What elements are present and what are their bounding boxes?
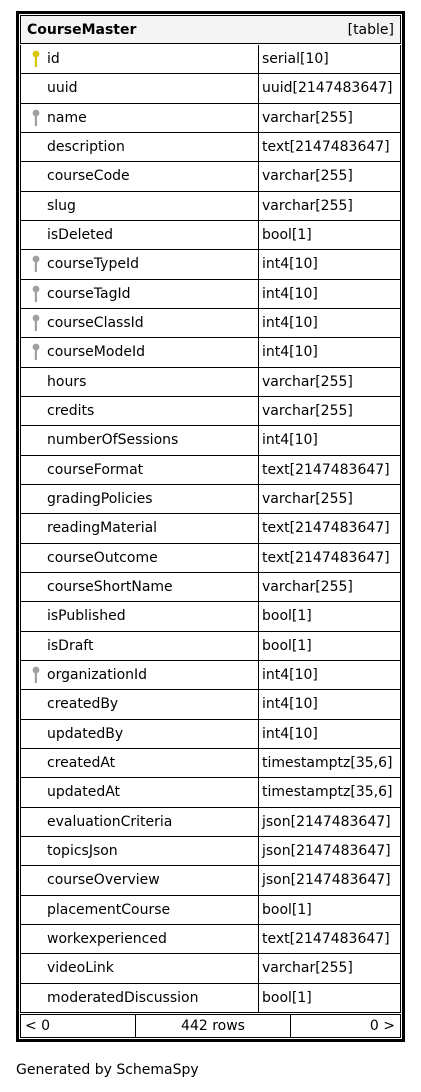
column-name: moderatedDiscussion	[47, 989, 199, 1006]
column-name: isDraft	[47, 637, 94, 654]
column-name: id	[47, 51, 60, 68]
column-name: description	[47, 139, 125, 156]
column-name: name	[47, 109, 87, 126]
column-type: json[2147483647]	[262, 813, 391, 830]
column-row	[20, 837, 401, 866]
column-row	[20, 250, 401, 279]
column-type: varchar[255]	[262, 579, 353, 596]
row-count: 442 rows	[136, 1015, 291, 1037]
table-name: CourseMaster	[27, 21, 137, 38]
column-type: json[2147483647]	[262, 872, 391, 889]
column-name-cell	[21, 250, 259, 278]
column-name-cell	[21, 808, 259, 836]
column-type: bool[1]	[262, 608, 312, 625]
column-row	[20, 602, 401, 631]
column-name-cell	[21, 397, 259, 425]
column-name-cell	[21, 309, 259, 337]
column-name: courseShortName	[47, 579, 173, 596]
column-name-cell	[21, 661, 259, 689]
primary-key-icon	[31, 50, 41, 68]
column-type: int4[10]	[262, 285, 318, 302]
column-name: updatedAt	[47, 784, 121, 801]
column-name-cell	[21, 162, 259, 190]
table-kind: [table]	[347, 21, 394, 38]
column-row	[20, 45, 401, 74]
column-name: organizationId	[47, 667, 148, 684]
column-type: json[2147483647]	[262, 843, 391, 860]
index-key-icon	[31, 109, 41, 127]
column-row	[20, 338, 401, 367]
generated-by-label: Generated by SchemaSpy	[16, 1062, 199, 1078]
column-row	[20, 192, 401, 221]
column-row	[20, 984, 401, 1013]
column-type: int4[10]	[262, 315, 318, 332]
column-row	[20, 309, 401, 338]
column-type: varchar[255]	[262, 197, 353, 214]
column-row	[20, 954, 401, 983]
column-name-cell	[21, 514, 259, 542]
column-name: numberOfSessions	[47, 432, 179, 449]
column-row	[20, 514, 401, 543]
column-type: uuid[2147483647]	[262, 80, 393, 97]
column-row	[20, 280, 401, 309]
column-type: varchar[255]	[262, 109, 353, 126]
column-row	[20, 368, 401, 397]
column-type: text[2147483647]	[262, 461, 390, 478]
column-type: int4[10]	[262, 725, 318, 742]
children-count[interactable]: 0 >	[369, 1017, 395, 1034]
column-row	[20, 690, 401, 719]
column-type: text[2147483647]	[262, 931, 390, 947]
column-type: text[2147483647]	[262, 139, 390, 156]
column-name-cell	[21, 632, 259, 660]
column-name-cell	[21, 368, 259, 396]
column-type: varchar[255]	[262, 373, 353, 390]
column-name-cell	[21, 837, 259, 865]
column-name-cell	[21, 133, 259, 161]
column-name-cell	[21, 544, 259, 572]
column-name: hours	[47, 373, 87, 390]
column-type: bool[1]	[262, 901, 312, 918]
column-name: isDeleted	[47, 227, 114, 244]
column-name-cell	[21, 338, 259, 366]
column-name-cell	[21, 221, 259, 249]
column-name-cell	[21, 866, 259, 894]
index-key-icon	[31, 255, 41, 273]
column-name: courseFormat	[47, 461, 144, 478]
column-type: varchar[255]	[262, 491, 353, 508]
column-name-cell	[21, 896, 259, 924]
column-type: serial[10]	[262, 51, 329, 68]
column-name: updatedBy	[47, 725, 124, 742]
column-row	[20, 74, 401, 103]
column-row	[20, 749, 401, 778]
column-name-cell	[21, 573, 259, 601]
table-header	[20, 15, 401, 44]
column-name: courseModeId	[47, 344, 145, 361]
column-name: uuid	[47, 80, 78, 97]
column-list	[20, 45, 401, 1013]
column-row	[20, 866, 401, 895]
column-type: int4[10]	[262, 344, 318, 361]
schema-table	[16, 11, 405, 1042]
column-type: varchar[255]	[262, 960, 353, 977]
column-name: createdBy	[47, 696, 119, 713]
column-name: workexperienced	[47, 931, 167, 947]
column-name: courseTagId	[47, 285, 131, 302]
column-name-cell	[21, 749, 259, 777]
column-type: varchar[255]	[262, 403, 353, 420]
column-type: varchar[255]	[262, 168, 353, 185]
column-name: videoLink	[47, 960, 114, 977]
column-row	[20, 661, 401, 690]
column-row	[20, 896, 401, 925]
column-row	[20, 573, 401, 602]
column-type: int4[10]	[262, 667, 318, 684]
column-type: int4[10]	[262, 696, 318, 713]
column-row	[20, 221, 401, 250]
column-type: timestamptz[35,6]	[262, 784, 393, 801]
column-name: courseTypeId	[47, 256, 139, 273]
column-name-cell	[21, 690, 259, 718]
column-name-cell	[21, 74, 259, 102]
index-key-icon	[31, 285, 41, 303]
column-row	[20, 925, 401, 954]
column-row	[20, 778, 401, 807]
column-name-cell	[21, 984, 259, 1012]
column-type: int4[10]	[262, 432, 318, 449]
index-key-icon	[31, 343, 41, 361]
column-row	[20, 133, 401, 162]
column-name: placementCourse	[47, 901, 171, 918]
column-row	[20, 162, 401, 191]
column-name-cell	[21, 45, 259, 73]
column-row	[20, 426, 401, 455]
column-name: readingMaterial	[47, 520, 158, 537]
column-name-cell	[21, 778, 259, 806]
column-name: topicsJson	[47, 843, 118, 860]
column-name-cell	[21, 925, 259, 953]
index-key-icon	[31, 314, 41, 332]
column-row	[20, 632, 401, 661]
column-row	[20, 808, 401, 837]
column-type: bool[1]	[262, 989, 312, 1006]
index-key-icon	[31, 666, 41, 684]
column-name: createdAt	[47, 755, 116, 772]
column-name: courseClassId	[47, 315, 144, 332]
column-type: bool[1]	[262, 227, 312, 244]
column-type: bool[1]	[262, 637, 312, 654]
column-row	[20, 104, 401, 133]
column-name: slug	[47, 197, 76, 214]
column-name: courseOverview	[47, 872, 160, 889]
column-name-cell	[21, 280, 259, 308]
column-name-cell	[21, 426, 259, 454]
column-name: courseCode	[47, 168, 130, 185]
column-name: credits	[47, 403, 95, 420]
column-name-cell	[21, 602, 259, 630]
column-row	[20, 397, 401, 426]
column-name: evaluationCriteria	[47, 813, 173, 830]
column-name-cell	[21, 954, 259, 982]
column-name: isPublished	[47, 608, 126, 625]
column-name-cell	[21, 456, 259, 484]
column-row	[20, 720, 401, 749]
column-type: text[2147483647]	[262, 520, 390, 537]
column-row	[20, 544, 401, 573]
column-type: int4[10]	[262, 256, 318, 273]
column-name-cell	[21, 192, 259, 220]
column-type: text[2147483647]	[262, 549, 390, 566]
column-name: courseOutcome	[47, 549, 158, 566]
parents-count[interactable]: < 0	[21, 1015, 136, 1037]
column-name-cell	[21, 720, 259, 748]
column-row	[20, 485, 401, 514]
column-name: gradingPolicies	[47, 491, 153, 508]
column-row	[20, 456, 401, 485]
column-type: timestamptz[35,6]	[262, 755, 393, 772]
column-name-cell	[21, 104, 259, 132]
column-name-cell	[21, 485, 259, 513]
table-footer	[20, 1014, 401, 1038]
